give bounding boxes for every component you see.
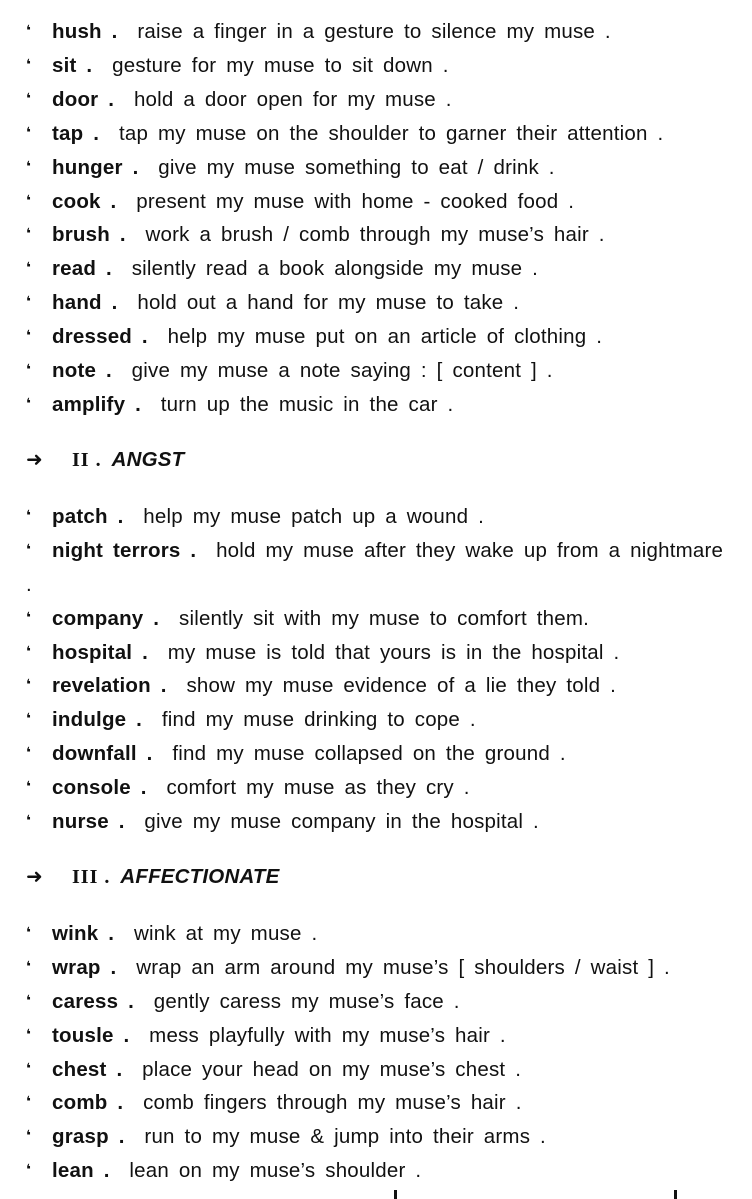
- bullet-icon: ❛: [26, 157, 32, 174]
- bullet-icon: ❛: [26, 55, 32, 72]
- text-fragment: [394, 1190, 397, 1199]
- bullet-icon: ❛: [26, 923, 32, 940]
- bullet-icon: ❛: [26, 123, 32, 140]
- list-item: [26, 951, 736, 985]
- list-item: [26, 669, 736, 703]
- list-item: [26, 602, 736, 636]
- prompt-keyword: tap .: [52, 121, 100, 145]
- prompt-keyword: hospital .: [52, 640, 148, 664]
- prompt-keyword: tousle .: [52, 1023, 130, 1047]
- list-item: [26, 320, 736, 354]
- prompt-keyword: caress .: [52, 989, 134, 1013]
- prompt-keyword: indulge .: [52, 708, 143, 732]
- list-item: [26, 737, 736, 771]
- list-item: [26, 1053, 736, 1087]
- section-i-list: [26, 15, 736, 422]
- list-item: [26, 1120, 736, 1154]
- prompt-keyword: revelation .: [52, 674, 167, 698]
- prompt-description: run to my muse & jump into their arms .: [144, 1125, 546, 1149]
- prompt-description: mess playfully with my muse’s hair .: [149, 1023, 506, 1047]
- prompt-description: my muse is told that yours is in the hospital .: [167, 640, 620, 664]
- arrow-right-icon: ➜: [26, 446, 43, 471]
- prompt-keyword: company .: [52, 606, 160, 630]
- prompt-description: raise a finger in a gesture to silence my muse .: [137, 20, 611, 43]
- list-item: [26, 534, 736, 602]
- prompt-keyword: grasp .: [52, 1125, 125, 1149]
- prompt-keyword: comb .: [52, 1091, 124, 1115]
- list-item: [26, 805, 736, 839]
- prompt-description: gesture for my muse to sit down .: [112, 53, 449, 77]
- bullet-icon: ❛: [26, 812, 32, 829]
- prompt-list-content: [26, 15, 736, 1188]
- list-item: [26, 286, 736, 320]
- arrow-right-icon: ➜: [26, 863, 43, 888]
- section-iii-list: [26, 917, 736, 1188]
- prompt-keyword: nurse .: [52, 810, 125, 834]
- prompt-description: place your head on my muse’s chest .: [142, 1057, 522, 1081]
- prompt-keyword: downfall .: [52, 742, 153, 766]
- prompt-description: comb fingers through my muse’s hair .: [143, 1091, 522, 1115]
- prompt-description: present my muse with home - cooked food .: [136, 189, 575, 213]
- prompt-description: show my muse evidence of a lie they told .: [186, 674, 616, 698]
- list-item: [26, 917, 736, 951]
- bullet-icon: ❛: [26, 89, 32, 106]
- prompt-keyword: patch .: [52, 504, 124, 528]
- list-item: [26, 83, 736, 117]
- bullet-icon: ❛: [26, 608, 32, 625]
- prompt-description: work a brush / comb through my muse’s hair .: [145, 223, 605, 247]
- prompt-keyword: wink .: [52, 921, 115, 945]
- prompt-keyword: note .: [52, 359, 112, 383]
- cut-off-next-line: [26, 1190, 736, 1199]
- prompt-keyword: sit .: [52, 53, 93, 77]
- section-heading-affectionate: [26, 859, 736, 893]
- prompt-description: find my muse collapsed on the ground .: [172, 742, 566, 766]
- text-fragment: [674, 1190, 677, 1199]
- list-item: [26, 117, 736, 151]
- bullet-icon: ❛: [26, 361, 32, 378]
- prompt-keyword: cook .: [52, 189, 117, 213]
- prompt-description: tap my muse on the shoulder to garner their attention .: [118, 121, 664, 145]
- bullet-icon: ❛: [26, 22, 32, 38]
- prompt-description: wink at my muse .: [133, 921, 318, 945]
- prompt-description: give my muse company in the hospital .: [144, 810, 539, 834]
- list-item: [26, 500, 736, 534]
- prompt-keyword: night terrors .: [52, 538, 197, 562]
- section-numeral: II .: [72, 448, 102, 471]
- bullet-icon: ❛: [26, 1161, 32, 1178]
- prompt-keyword: brush .: [52, 223, 126, 247]
- bullet-icon: ❛: [26, 744, 32, 761]
- prompt-keyword: console .: [52, 776, 147, 800]
- list-item: [26, 218, 736, 252]
- prompt-keyword: hunger .: [52, 155, 139, 179]
- prompt-description: silently sit with my muse to comfort them.: [179, 606, 590, 630]
- bullet-icon: ❛: [26, 1093, 32, 1110]
- bullet-icon: ❛: [26, 1025, 32, 1042]
- bullet-icon: ❛: [26, 293, 32, 310]
- bullet-icon: ❛: [26, 676, 32, 693]
- bullet-icon: ❛: [26, 1127, 32, 1144]
- bullet-icon: ❛: [26, 957, 32, 974]
- prompt-description: lean on my muse’s shoulder .: [129, 1159, 422, 1183]
- list-item: [26, 49, 736, 83]
- prompt-keyword: hush .: [52, 20, 118, 43]
- prompt-keyword: door .: [52, 87, 115, 111]
- prompt-description: turn up the music in the car .: [160, 392, 454, 416]
- prompt-keyword: lean .: [52, 1159, 110, 1183]
- list-item: [26, 1019, 736, 1053]
- prompt-description: help my muse patch up a wound .: [143, 504, 485, 528]
- prompt-description: comfort my muse as they cry .: [166, 776, 470, 800]
- list-item: [26, 15, 736, 49]
- prompt-keyword: hand .: [52, 291, 118, 315]
- prompt-description: give my muse a note saying : [ content ] .: [131, 359, 553, 383]
- bullet-icon: ❛: [26, 506, 32, 523]
- list-item: [26, 185, 736, 219]
- prompt-description: hold out a hand for my muse to take .: [137, 291, 520, 315]
- section-numeral: III .: [72, 865, 111, 888]
- list-item: [26, 771, 736, 805]
- prompt-description: wrap an arm around my muse’s [ shoulders / waist ] .: [136, 955, 670, 979]
- prompt-keyword: wrap .: [52, 955, 117, 979]
- list-item: [26, 354, 736, 388]
- list-item: [26, 388, 736, 422]
- bullet-icon: ❛: [26, 642, 32, 659]
- list-item: [26, 252, 736, 286]
- section-title: AFFECTIONATE: [120, 864, 280, 888]
- bullet-icon: ❛: [26, 327, 32, 344]
- list-item: [26, 151, 736, 185]
- bullet-icon: ❛: [26, 991, 32, 1008]
- prompt-description: help my muse put on an article of clothing .: [167, 325, 603, 349]
- list-item: [26, 985, 736, 1019]
- list-item: [26, 636, 736, 670]
- list-item: [26, 1154, 736, 1188]
- section-title: ANGST: [111, 447, 185, 471]
- bullet-icon: ❛: [26, 259, 32, 276]
- prompt-keyword: dressed .: [52, 325, 148, 349]
- bullet-icon: ❛: [26, 225, 32, 242]
- list-item: [26, 1086, 736, 1120]
- list-item: [26, 703, 736, 737]
- bullet-icon: ❛: [26, 1059, 32, 1076]
- bullet-icon: ❛: [26, 778, 32, 795]
- prompt-description: hold a door open for my muse .: [133, 87, 452, 111]
- prompt-description: silently read a book alongside my muse .: [131, 257, 539, 281]
- bullet-icon: ❛: [26, 710, 32, 727]
- prompt-keyword: chest .: [52, 1057, 123, 1081]
- bullet-icon: ❛: [26, 540, 32, 557]
- section-heading-angst: [26, 442, 736, 476]
- prompt-keyword: read .: [52, 257, 112, 281]
- bullet-icon: ❛: [26, 191, 32, 208]
- prompt-description: hold my muse after they wake up from a nightmare .: [26, 538, 724, 596]
- prompt-description: give my muse something to eat / drink .: [158, 155, 555, 179]
- section-ii-list: [26, 500, 736, 839]
- bullet-icon: ❛: [26, 394, 32, 411]
- prompt-keyword: amplify .: [52, 392, 141, 416]
- prompt-description: gently caress my muse’s face .: [153, 989, 460, 1013]
- prompt-description: find my muse drinking to cope .: [161, 708, 476, 732]
